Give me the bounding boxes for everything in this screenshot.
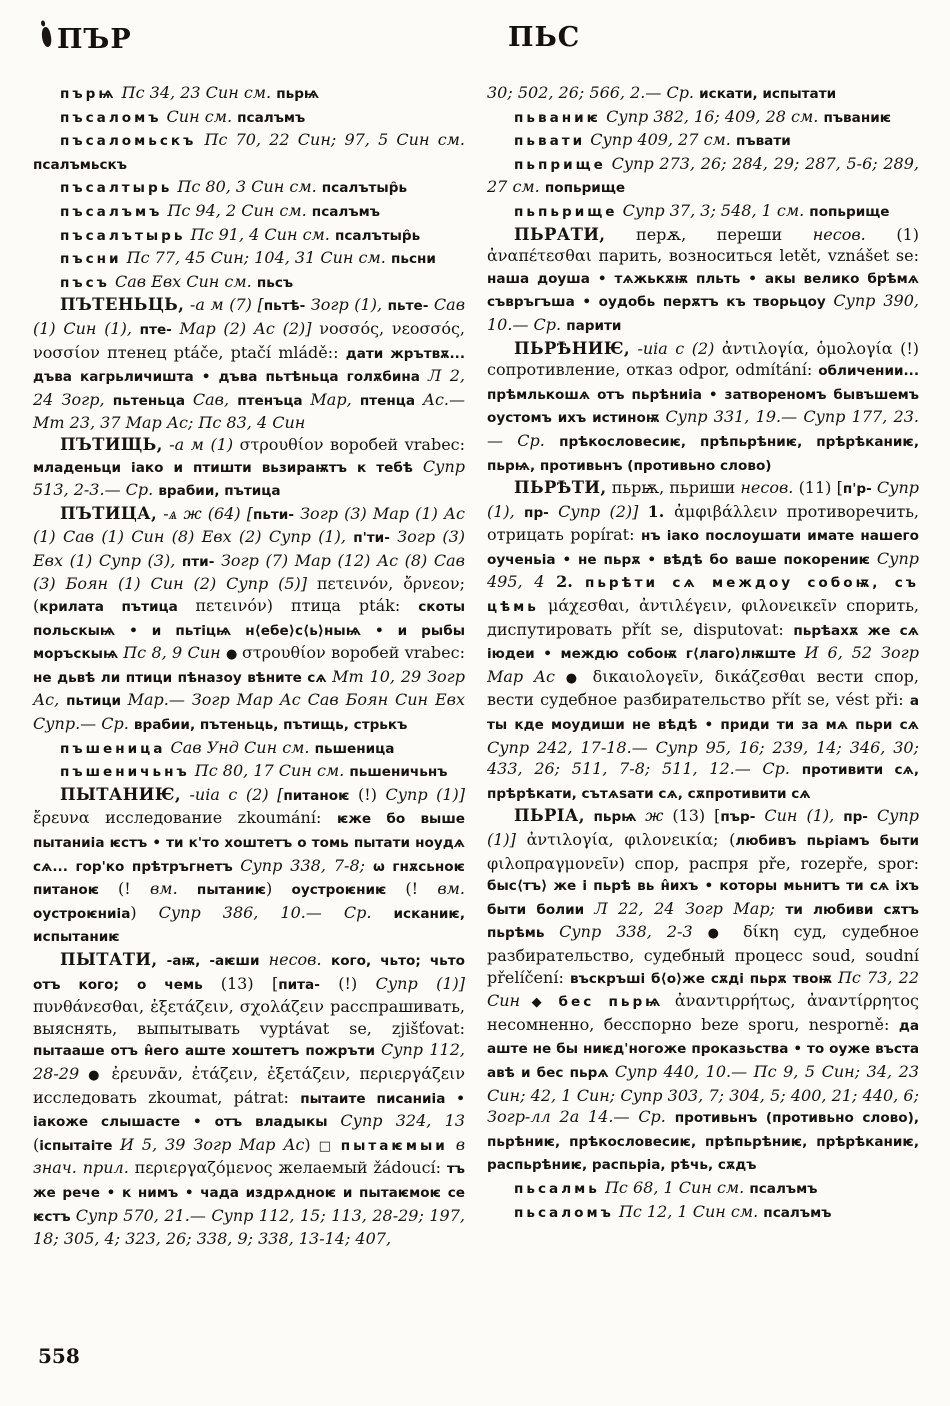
text-run-hw: ПЪТИЦА, <box>60 503 158 523</box>
text-run-it: Супр (1)] <box>375 973 466 993</box>
text-run-it: вм. <box>149 879 197 899</box>
text-run-tx: ( <box>33 596 40 616</box>
text-run-cs: птенъца <box>237 392 311 409</box>
text-run-csp: пъсалтырь <box>60 180 173 197</box>
text-run-gr: ἀντιλογία, φιλονεικία; <box>526 830 730 849</box>
text-run-cs: -аѭ, -аѥши <box>157 952 269 969</box>
text-run-tx: (1) <box>896 224 919 244</box>
text-run-cs: ти любиви сѫтъ пьрѣмь <box>487 901 919 942</box>
text-run-it: Сав Унд Син см. <box>165 737 315 757</box>
text-run-cs: псалътыр̑ь <box>334 227 421 244</box>
dictionary-entry <box>33 784 465 949</box>
text-run-csp: пъсаломъ <box>60 109 162 126</box>
text-run-csp: пьприще <box>514 156 606 173</box>
text-run-cs: іспытаіте <box>39 1137 121 1154</box>
text-run-it: Супр 242, 17-18.— Супр 95, 16; 239, 14; 346, 30; 433, 26; 511, 7-8; 511, 12.— Ср. <box>487 737 919 779</box>
text-run-hw: ПЬРѢНИѤ, <box>514 338 630 358</box>
text-run-csp: пьсаломъ <box>514 1204 614 1221</box>
text-run-tx: парить, возноситься letět, vznášet se: <box>598 246 919 266</box>
text-run-cs: пьрѩ <box>584 809 646 826</box>
column-right <box>487 82 919 1250</box>
dictionary-entry <box>33 503 465 737</box>
text-run-cs: а ты кде моудиши не вѣдѣ • приди ти за мѧ пьри сѧ <box>487 693 919 734</box>
text-run-csp: пъшеничьнъ <box>60 764 190 781</box>
text-run-it: Супр (1), <box>487 478 920 521</box>
text-run-it: несов. <box>268 949 331 969</box>
cross-reference <box>487 200 919 224</box>
cross-reference <box>33 271 465 295</box>
text-run-it: Мар.— Зогр Мар Ас Сав Боян Син Евх Супр.— Ср. <box>33 690 466 734</box>
text-run-cs: пытаниѥ <box>196 882 266 899</box>
dictionary-entry <box>487 224 919 338</box>
running-head-left: ПЪР <box>57 24 132 55</box>
text-run-cs: псалътыр̑ь <box>321 180 408 197</box>
text-run-it: Пс 73, 22 Син <box>487 967 920 1011</box>
text-run-hw: ПЫТАТИ, <box>60 949 158 969</box>
dictionary-entry <box>33 434 465 503</box>
text-run-cs: питаноѥ <box>283 787 350 804</box>
ink-smudge <box>40 26 53 47</box>
text-run-it: Пс 34, 23 Син см. <box>116 83 277 102</box>
text-run-it: Мар (2) Ас (2)] <box>171 318 320 338</box>
text-run-it: Ас.— Мт 23, 37 Мар Ас; Пс 83, 4 Син <box>33 389 465 433</box>
text-run-cs: наша доуша • тѧжькѫѭ пльть • акы велико брѣмѧ съвръгъша • оудобь перѫтъ къ творьцоу <box>487 270 919 311</box>
text-run-it: Супр 440, 10.— Пс 9, 5 Син; 34, 23 Син; 42, 1 Син; Супр 303, 7; 304, 5; 400, 21; 440, 6; Зогр-лл 2а 14.— Ср. <box>487 1061 919 1127</box>
text-run-cs: въскръші б⟨о⟩же сѫді пьрѫ твоѭ <box>570 970 838 987</box>
text-run-it: Пс 70, 22 Син; 97, 5 Син см. <box>196 130 465 150</box>
text-run-sym: ● <box>88 1067 112 1083</box>
text-run-cs: п'р- <box>842 481 872 498</box>
text-run-tx: ( <box>33 1134 40 1154</box>
text-run-cs: псалъмъ <box>311 203 380 220</box>
text-run-tx: пьрѭ, пьриши <box>606 478 741 498</box>
cross-reference <box>33 247 465 271</box>
dictionary-entry <box>487 477 919 805</box>
text-run-gr: φιλοπραγμονεῖν <box>487 853 619 873</box>
text-run-cs: обличении... прѣмлькошѧ отъ пьрѣниіа • затвореномъ бывъшемъ оустомъ ихъ истиноѭ <box>487 363 919 427</box>
text-run-sym: ◆ <box>531 995 559 1011</box>
text-run-cs: пър- <box>720 809 756 826</box>
text-run-cs: противити сѧ, прѣрѣкати, сътѧѕати сѧ, сѫпротивити сѧ <box>487 762 919 802</box>
cross-reference <box>33 176 465 200</box>
text-run-csp: пьпьрище <box>514 203 618 220</box>
text-run-cs: пьти- <box>252 506 294 523</box>
text-run-it: Супр 513, 2-3.— Ср. <box>33 456 465 500</box>
text-run-hw: ПЪТИЩЬ, <box>60 434 163 454</box>
text-run-sym: ● <box>565 670 593 686</box>
page-number: 558 <box>38 1344 80 1368</box>
text-run-tx: вести спор, вести судебное разбирательство přít se, vést při: <box>487 666 919 710</box>
text-run-cs: пьсъ <box>256 274 294 291</box>
text-run-it: Сав (1) Син (1), <box>33 295 465 338</box>
cross-reference <box>487 153 919 200</box>
text-run-it: вм. <box>437 879 466 899</box>
text-run-csp: пъсалътырь <box>60 227 186 244</box>
text-run-cs: быс⟨тъ⟩ же і пьрѣ вь н̂ихъ • которы мьнитъ ти сѧ іхъ быти болии <box>487 878 919 918</box>
cross-reference <box>487 129 919 153</box>
text-run-it: Мар, <box>310 389 360 409</box>
text-run-tx: (11) [ <box>798 478 843 498</box>
text-run-tx: ) спор, распря pře, rozepře, spor: <box>618 853 919 873</box>
text-run-it: И 5, 39 Зогр Мар Ас <box>120 1134 305 1154</box>
text-run-cs: искати, испытати <box>699 86 837 102</box>
text-run-tx: ) <box>130 902 159 922</box>
text-run-csp: пьвати <box>514 133 586 150</box>
text-run-csp: пъсалъмъ <box>60 203 163 220</box>
text-run-tx: противоречить, отрицать popírat: <box>487 501 920 545</box>
cross-reference <box>487 1177 919 1201</box>
text-run-tx: исследование zkoumání: <box>105 808 337 828</box>
text-run-it: Мт 10, 29 Зогр Ас, <box>33 666 465 710</box>
text-run-csp: пьсалмь <box>514 1180 600 1197</box>
text-run-tx: несомненно, бесспорно beze sporu, nesporně: <box>487 1014 899 1034</box>
text-run-cs: парити <box>566 317 622 334</box>
text-run-gr: στρουθίον <box>241 643 332 663</box>
text-run-cs: псалъмъ <box>749 1180 818 1197</box>
text-run-gr: ἀναντιρρήτως, ἀναντίρρητος <box>674 991 919 1011</box>
text-run-tx: желаемый žádoucí: <box>278 1158 447 1178</box>
text-run-cs: пытаите писаниіа • іакоже слышасте • отъ владыкы <box>33 1090 465 1131</box>
text-run-it: -иіа с (2) [ <box>180 784 284 804</box>
text-run-b: 2. <box>556 572 585 592</box>
text-run-cs: исканиѥ, испытаниѥ <box>33 905 465 946</box>
text-run-cs: пьрѩ <box>276 86 320 102</box>
text-run-it: Пс 12, 1 Син см. <box>613 1201 764 1221</box>
text-run-cs: врабии, пътица <box>158 483 281 500</box>
text-run-it: Супр 338, 7-8; <box>240 855 373 875</box>
running-head-right: ПЬС <box>508 22 581 53</box>
text-run-csp: пьваниѥ <box>514 109 602 126</box>
text-run-cs: пр- <box>524 504 549 521</box>
text-run-cs: скоты польскыѩ • и пьтіцѩ н⟨ебе⟩с⟨ь⟩ныѩ • и рыбы моръскыѩ <box>33 599 465 663</box>
text-run-cs: крилата пътица <box>39 599 196 616</box>
dictionary-entry <box>487 805 919 1177</box>
text-run-cs: любивъ пьріамъ быти <box>735 833 919 849</box>
text-run-tx: (13) [ <box>220 973 279 993</box>
text-run-tx: спорить, диспутировать přít se, disputovat: <box>487 596 919 639</box>
cross-reference <box>33 200 465 224</box>
text-run-cs: младеньци іако и птишти вьзираѭтъ к тебѣ <box>33 459 423 476</box>
text-run-cs: врабии, пътеньць, пътищь, стрькъ <box>133 717 408 734</box>
text-run-it: Супр 570, 21.— Супр 112, 15; 113, 28-29; 197, 18; 305, 4; 323, 26; 338, 9; 338, 13-14; 407, <box>33 1205 465 1249</box>
text-run-csp: пъшеница <box>60 740 166 757</box>
text-run-cs: псалъмьскъ <box>33 156 128 173</box>
text-run-tx: (!) <box>349 784 386 804</box>
text-run-tx: воробей vrabec: <box>331 643 465 663</box>
text-run-tx: (!) сопротивление, отказ odpor, odmítání: <box>487 338 919 380</box>
text-run-it: Супр (1)] <box>385 784 466 804</box>
text-run-it: Сав, <box>192 389 238 409</box>
text-run-hw: ПЬРАТИ, <box>514 224 606 244</box>
text-run-cs: пьшеничьнъ <box>349 764 448 781</box>
text-run-it: Л 2, 24 Зогр, <box>33 366 465 409</box>
text-run-cs: тъ же рече • к нимъ • чада издрѧдноѥ и пытаѥмоѥ се ѥстъ <box>33 1161 466 1225</box>
text-run-tx: ) <box>266 879 292 899</box>
text-run-tx: расспрашивать, выяснять, выпытывать vyptávat se, zjišťovat: <box>33 997 465 1038</box>
text-run-tx <box>663 991 675 1010</box>
text-run-tx: ) птица pták: <box>266 596 419 616</box>
text-run-it: Син (1), <box>755 806 844 826</box>
text-run-cs: дати жрътвѫ... дъва кагрьличишта • дъва пьтѣньца голѫбина <box>33 345 466 386</box>
column-left <box>33 82 465 1250</box>
dictionary-entry <box>33 294 465 434</box>
text-run-cs: пьшеница <box>314 740 395 757</box>
cross-reference <box>487 1201 919 1225</box>
text-run-csp: пъсни <box>60 251 122 268</box>
text-columns <box>33 82 919 1250</box>
text-run-csp: пъсаломьскъ <box>60 133 197 150</box>
text-run-cs: псалъмъ <box>237 109 306 126</box>
text-run-it: Сав Евх Син см. <box>109 271 257 291</box>
text-run-it: Супр 331, 19.— Супр 177, 23.— Ср. <box>487 407 919 450</box>
text-run-gr: στρουθίον <box>239 434 330 454</box>
text-run-tx: ) <box>304 1134 319 1154</box>
cross-reference <box>33 106 465 130</box>
text-run-it: Пс 80, 3 Син см. <box>172 177 322 197</box>
text-run-gr: ἀμφιβάλλειν <box>674 501 787 521</box>
text-run-cs: пъвати <box>735 133 791 150</box>
text-run-gr: δικαιολογεῖν, δικάζεσθαι <box>592 666 817 686</box>
text-run-cs: прѣкословесиѥ, прѣпьрѣниѥ, прѣрѣканиѥ, пьрѩ, противьнъ (противьно слово) <box>487 433 919 474</box>
text-run-cs: пьтѣ- <box>263 298 306 315</box>
text-run-it: Супр 382, 16; 409, 28 см. <box>601 106 824 126</box>
text-run-cs: пьтици <box>66 693 128 710</box>
text-run-tx: (! <box>405 879 438 899</box>
text-run-cs: п'ти- <box>353 530 390 547</box>
text-run-cs: пти- <box>181 553 215 570</box>
text-run-tx: воробей vrabec: <box>329 434 466 454</box>
text-run-it: Зогр (7) Мар (12) Ас (8) Сав (3) Боян (1) Син (2) Супр (5)] <box>33 550 465 594</box>
text-run-it: Супр 324, 13 <box>340 1111 466 1131</box>
text-run-sym: ● <box>707 926 744 942</box>
text-run-cs: пьтеньца <box>112 392 193 409</box>
text-run-it: Пс 77, 45 Син; 104, 31 Син см. <box>121 248 391 268</box>
text-run-it: Пс 91, 4 Син см. <box>185 224 335 244</box>
cross-reference <box>487 106 919 130</box>
text-run-cs: кого, чьто; чьто отъ кого; о чемь <box>33 952 465 993</box>
text-run-it: Зогр (3) Евх (1) Супр (3), <box>33 527 466 570</box>
cross-reference <box>33 82 465 106</box>
text-run-it: несов. <box>812 224 897 244</box>
text-run-it: Супр 386, 10.— Ср. <box>158 902 394 922</box>
text-run-csp: пъсъ <box>60 274 110 291</box>
text-run-cs: псалъмъ <box>763 1204 832 1221</box>
text-run-sym: □ <box>318 1138 341 1154</box>
text-run-cs: оустроѥниіа <box>33 905 131 922</box>
text-run-gr: ἔρευνα <box>33 808 106 828</box>
text-run-gr: πετεινόν <box>195 596 267 616</box>
text-run-it: Супр 338, 2-3 <box>559 922 708 942</box>
text-run-it: 30; 502, 26; 566, 2.— Ср. <box>487 83 700 102</box>
text-run-cs: пытааше отъ н̂его аште хоштетъ пожръти <box>33 1043 381 1060</box>
text-run-it: И 6, 52 Зогр Мар Ас <box>487 643 919 686</box>
text-run-cs: да аште не бы ниѥд'ногоже проказьства • то оуже въста авѣ и бес пьрѧ <box>487 1017 919 1081</box>
text-run-it: -а м (1) <box>162 434 240 454</box>
cross-reference <box>33 760 465 784</box>
text-run-gr: ἀναπέτεσθαι <box>487 246 599 266</box>
text-run-it: -иіа с (2) <box>629 338 722 358</box>
text-run-cs: не дьвѣ ли птици пѣназоу вѣните сѧ <box>33 669 333 686</box>
text-run-cs: противьнъ (противьно слово), пьрѣниѥ, прѣкословесиѥ, прѣпьрѣниѥ, прѣрѣканиѥ, распьрѣниѥ, распьріа, рѣчь, сѫдъ <box>487 1110 919 1174</box>
text-run-gr: δίκη <box>743 922 794 942</box>
text-run-it: Пс 8, 9 Син <box>123 643 226 663</box>
text-run-csp: пьрѣти сѧ междоу собоѭ, съ цѣмь <box>487 575 919 616</box>
dictionary-entry <box>487 338 919 478</box>
text-run-it: Супр 273, 26; 284, 29; 287, 5-6; 289, 27 см. <box>487 153 919 197</box>
cross-reference <box>33 224 465 248</box>
text-run-it: Зогр (1), <box>305 295 388 315</box>
text-run-tx: птенец ptáče, ptačí mládě:: <box>107 342 346 362</box>
text-run-it: Супр 409, 27 см. <box>585 130 736 150</box>
text-run-cs: пте- <box>139 321 172 338</box>
text-run-it: Син см. <box>161 106 238 126</box>
text-run-cs: пр- <box>843 809 868 826</box>
text-run-hw: ПЪТЕНЬЦЬ, <box>60 295 185 315</box>
cross-reference <box>33 737 465 761</box>
text-run-it: -ѧ ж (64) [ <box>157 503 253 523</box>
text-run-hw: ПЬРІА, <box>514 806 585 826</box>
text-run-hw: ПЫТАНИѤ, <box>60 784 181 804</box>
text-run-cs: нъ іако послоушати имате нашего оученьіа • не пьрѫ • вѣдѣ бо ваше покорениѥ <box>487 528 920 568</box>
text-run-it: Супр 390, 10.— Ср. <box>487 291 920 334</box>
text-run-it: -а м (7) [ <box>184 295 264 315</box>
text-run-it: несов. <box>740 478 799 498</box>
text-run-b: 1. <box>647 501 675 521</box>
text-run-gr: νοσσός, νεοσσός, νοσσίον <box>33 318 466 362</box>
text-run-it: Супр 495, 4 <box>487 548 919 592</box>
text-run-tx: исследовать zkoumat, pátrat: <box>33 1087 301 1107</box>
text-run-gr: πετεινόν, ὄρνεον; <box>316 574 466 594</box>
text-run-gr: ἐρευνᾶν, ἐτάζειν, ἐξετάζειν, περιεργάζειν <box>111 1063 466 1083</box>
text-run-gr: μάχεσθαι, ἀντιλέγειν, φιλονεικεῖν <box>538 596 847 616</box>
text-run-it: в знач. прил. <box>33 1134 466 1178</box>
cross-reference <box>33 129 465 176</box>
text-run-tx: суд, судебное разбирательство, судебный процесс soud, soudní přelíčení: <box>487 922 920 987</box>
text-run-gr: περιεργαζόμενος <box>134 1158 279 1178</box>
text-run-cs: попьрище <box>544 180 626 197</box>
text-run-it: Пс 80, 17 Син см. <box>189 761 350 781</box>
text-run-cs: попьрище <box>809 203 890 220</box>
text-run-cs: ѡ гнѫсьноѥ питаноѥ <box>33 858 465 899</box>
text-run-cs: пита- <box>278 976 320 993</box>
text-run-it: Супр 37, 3; 548, 1 см. <box>617 200 810 220</box>
text-run-tx: (13) [ <box>672 806 721 826</box>
text-run-it: Пс 68, 1 Син см. <box>599 1177 750 1197</box>
text-run-it: Супр (2)] <box>548 501 648 521</box>
text-run-cs: птенца <box>359 392 423 409</box>
text-run-cs: ѥже бо выше пытаниіа ѥстъ • ти к'то хоштетъ о томь пытати ноудѧ сѧ... гор'ко прѣтръгнетъ <box>33 811 465 875</box>
text-run-gr: ἀντιλογία, ὁμολογία <box>721 338 901 358</box>
text-run-cs: оустроѥниѥ <box>291 882 406 899</box>
text-run-it: Пс 94, 2 Син см. <box>162 200 312 220</box>
text-run-cs: пьсни <box>390 251 436 268</box>
text-run-tx: (!) <box>319 973 376 993</box>
text-run-tx: перѫ, переши <box>605 224 813 244</box>
text-run-cs: пьрѣахѫ же сѧ іюдеи • междю собоѭ г⟨лаго⟩лѭште <box>487 622 919 663</box>
text-run-csp: пытаѥмыи <box>340 1137 448 1154</box>
text-run-it: Л 22, 24 Зогр Мар; <box>594 898 786 918</box>
text-run-it: Зогр (3) Мар (1) Ас (1) Сав (1) Син (8) Евх (2) Супр (1), <box>33 503 465 547</box>
text-run-tx: ( <box>729 830 736 849</box>
text-run-hw: ПЬРѢТИ, <box>514 478 607 498</box>
dictionary-entry <box>33 949 465 1250</box>
text-run-cs: пьте- <box>387 298 429 315</box>
text-run-gr: πυνθάνεσθαι, ἐξετάζειν, σχολάζειν <box>33 997 331 1017</box>
text-run-it: Супр 112, 28-29 <box>33 1040 465 1083</box>
text-run-cs: пъваниѥ <box>823 109 892 126</box>
text-run-sym: ● <box>225 647 242 663</box>
text-run-it: Супр (1)] <box>487 806 920 849</box>
text-run-csp: пърѩ <box>60 86 117 102</box>
text-run-csp: бес пьрѩ <box>558 994 664 1011</box>
entry-continuation <box>487 82 919 106</box>
text-run-tx: (! <box>118 879 150 899</box>
text-run-it: ж <box>645 806 673 826</box>
